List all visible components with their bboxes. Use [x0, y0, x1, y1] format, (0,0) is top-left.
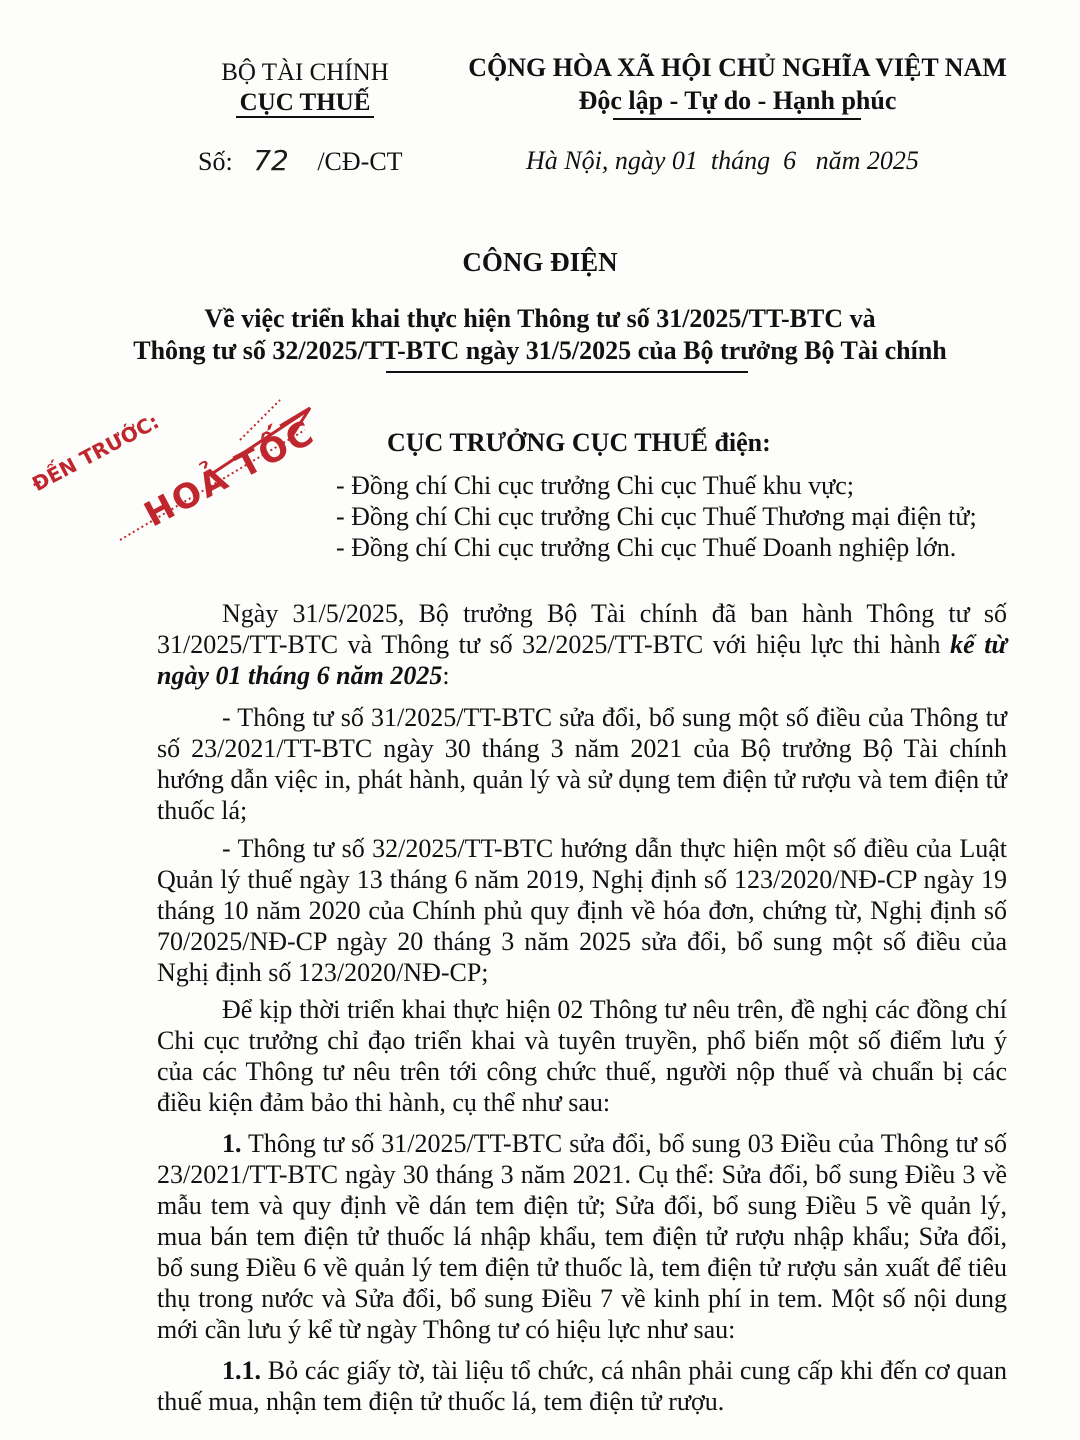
document-subject	[120, 303, 960, 367]
recipient-list	[336, 470, 977, 563]
document-number	[198, 145, 403, 177]
ministry-name: BỘ TÀI CHÍNH	[221, 59, 389, 86]
subject-line-2: Thông tư số 32/2025/TT-BTC ngày 31/5/2025 của Bộ trưởng Bộ Tài chính	[133, 336, 947, 365]
section-1-1-text: Bỏ các giấy tờ, tài liệu tổ chức, cá nhân phải cung cấp khi đến cơ quan thuế mua, nhận tem điện tử thuốc lá, tem điện tử rượu.	[157, 1356, 1007, 1416]
number-suffix: /CĐ-CT	[317, 147, 403, 176]
request-paragraph: Để kịp thời triển khai thực hiện 02 Thông tư nêu trên, đề nghị các đồng chí Chi cục trưởng chỉ đạo triển khai và tuyên truyền, phổ biến một số điểm lưu ý của các Thông tư nêu trên tới công chức thuế, người nộp thuế và chuẩn bị các điều kiện đảm bảo thi hành, cụ thể như sau:	[157, 995, 1007, 1117]
country-name: CỘNG HÒA XÃ HỘI CHỦ NGHĨA VIỆT NAM	[468, 53, 1007, 82]
urgent-stamp	[20, 380, 340, 580]
header-right	[455, 52, 1020, 118]
title-underline	[386, 371, 748, 373]
stamp-label: HOẢ TỐC	[138, 412, 322, 536]
intro-paragraph	[157, 598, 1007, 691]
motto-underline	[613, 118, 861, 120]
handwritten-number: 72	[253, 144, 289, 177]
recipient-item: - Đồng chí Chi cục trưởng Chi cục Thuế Thương mại điện tử;	[336, 502, 977, 531]
section-1-1-number: 1.1.	[222, 1356, 261, 1385]
intro-end: :	[442, 661, 450, 690]
stamp-prefix: ĐẾN TRƯỚC:	[28, 409, 163, 497]
recipient-item: - Đồng chí Chi cục trưởng Chi cục Thuế Doanh nghiệp lớn.	[336, 533, 957, 562]
place-date: Hà Nội, ngày 01 tháng 6 năm 2025	[526, 146, 919, 175]
subject-line-1: Về việc triển khai thực hiện Thông tư số 31/2025/TT-BTC và	[204, 304, 876, 333]
national-motto: Độc lập - Tự do - Hạnh phúc	[578, 86, 897, 115]
sender-line: CỤC TRƯỞNG CỤC THUẾ điện:	[387, 428, 771, 457]
header-left	[195, 58, 415, 118]
section-1-text: Thông tư số 31/2025/TT-BTC sửa đổi, bổ sung 03 Điều của Thông tư số 23/2021/TT-BTC ngày 30 tháng 3 năm 2021. Cụ thể: Sửa đổi, bổ sung Điều 3 về mẫu tem và quy định về dán tem điện tử; Sửa đổi, bổ sung Điều 5 về quản lý, mua bán tem điện tử thuốc lá nhập khẩu, tem điện tử rượu nhập khẩu; Sửa đổi, bổ sung Điều 6 về quản lý tem điện tử thuốc là, tem điện tử rượu sản xuất để tiêu thụ trong nước và Sửa đổi, bổ sung Điều 7 về kinh phí in tem. Một số nội dung mới cần lưu ý kể từ ngày Thông tư có hiệu lực như sau:	[157, 1129, 1007, 1344]
intro-text: Ngày 31/5/2025, Bộ trưởng Bộ Tài chính đã ban hành Thông tư số 31/2025/TT-BTC và Thông tư số 32/2025/TT-BTC với hiệu lực thi hành	[157, 599, 1007, 659]
document-type: CÔNG ĐIỆN	[462, 247, 618, 277]
section-1	[157, 1128, 1007, 1345]
department-name: CỤC THUẾ	[236, 89, 375, 118]
section-1-number: 1.	[222, 1129, 242, 1158]
bullet-circular-31: - Thông tư số 31/2025/TT-BTC sửa đổi, bổ sung một số điều của Thông tư số 23/2021/TT-BTC ngày 30 tháng 3 năm 2021 của Bộ trưởng Bộ Tài chính hướng dẫn việc in, phát hành, quản lý và sử dụng tem điện tử rượu và tem điện tử thuốc lá;	[157, 703, 1007, 825]
bullet-circular-32: - Thông tư số 32/2025/TT-BTC hướng dẫn thực hiện một số điều của Luật Quản lý thuế ngày 13 tháng 6 năm 2019, Nghị định số 123/2020/NĐ-CP ngày 19 tháng 10 năm 2020 của Chính phủ quy định về hóa đơn, chứng từ, Nghị định số 70/2025/NĐ-CP ngày 20 tháng 3 năm 2025 sửa đổi, bổ sung một số điều của Nghị định số 123/2020/NĐ-CP;	[157, 834, 1007, 987]
recipient-item: - Đồng chí Chi cục trưởng Chi cục Thuế khu vực;	[336, 471, 855, 500]
section-1-1	[157, 1355, 1007, 1417]
number-label: Số:	[198, 147, 233, 176]
effective-date: kể từ ngày 01 tháng 6 năm 2025	[157, 630, 1007, 690]
